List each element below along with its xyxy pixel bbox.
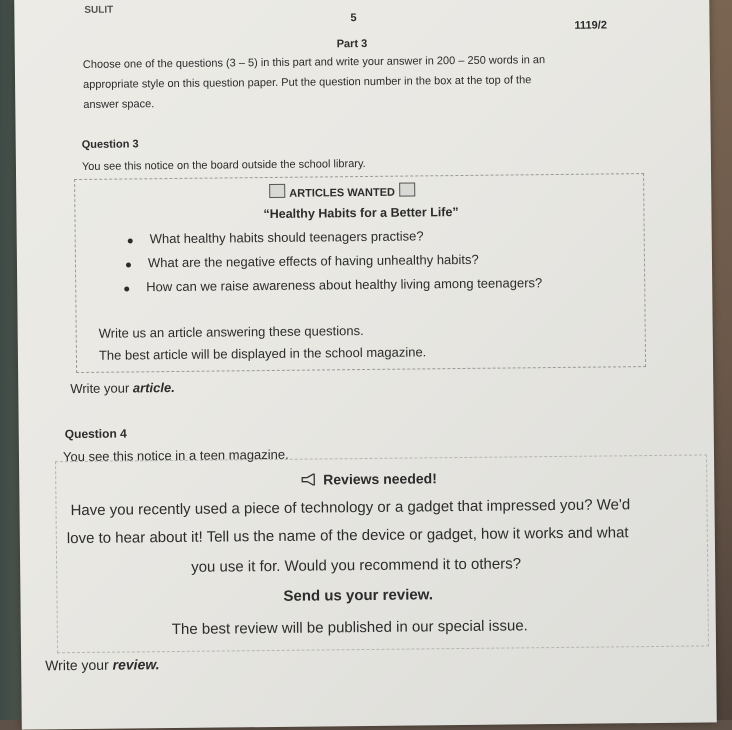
notice-line-1: Write us an article answering these questions.	[98, 323, 364, 341]
write-prefix: Write your	[45, 656, 113, 674]
instructions-line-3: answer space.	[83, 98, 155, 111]
review-line-1: Have you recently used a piece of technology or a gadget that impressed you? We'd	[70, 496, 631, 520]
exam-paper	[14, 0, 717, 730]
review-line-4: Send us your review.	[283, 586, 434, 605]
part-heading: Part 3	[336, 37, 368, 51]
question-4-write-instruction	[45, 656, 160, 673]
review-line-3: you use it for. Would you recommend it to others?	[191, 555, 522, 576]
question-4-notice	[55, 454, 709, 653]
bullet-2	[126, 262, 131, 267]
write-prefix: Write your	[70, 380, 133, 397]
instructions-line-2: appropriate style on this question paper. Put the question number in the box at the top of the	[83, 74, 532, 91]
paper-code: 1119/2	[574, 19, 607, 32]
write-word: review.	[112, 656, 160, 673]
question-3-intro: You see this notice on the board outside the school library.	[81, 157, 366, 173]
notepad-icon	[399, 182, 415, 196]
notice-title-row	[265, 182, 419, 200]
bullet-1	[128, 238, 133, 243]
notepad-icon	[269, 184, 285, 198]
question-4-intro: You see this notice in a teen magazine.	[62, 446, 289, 465]
review-line-2: love to hear about it! Tell us the name of the device or gadget, how it works and what	[66, 524, 629, 548]
notice-title: ARTICLES WANTED	[289, 186, 396, 200]
page-number: 5	[350, 12, 357, 25]
bullet-text-2: What are the negative effects of having unhealthy habits?	[147, 251, 479, 271]
question-3-heading: Question 3	[81, 138, 139, 151]
review-title-row	[301, 470, 437, 488]
megaphone-icon	[301, 473, 317, 489]
question-3-notice	[74, 173, 646, 373]
notice-subtitle: “Healthy Habits for a Better Life”	[263, 205, 459, 222]
bullet-text-3: How can we raise awareness about healthy living among teenagers?	[146, 275, 543, 295]
write-word: article.	[132, 379, 175, 396]
question-3-write-instruction	[70, 380, 175, 396]
question-4-heading: Question 4	[64, 426, 127, 442]
sulit-label: SULIT	[84, 4, 114, 16]
review-line-5: The best review will be published in our special issue.	[171, 617, 528, 639]
notice-line-2: The best article will be displayed in the school magazine.	[98, 344, 427, 363]
bullet-3	[124, 286, 129, 291]
review-title: Reviews needed!	[323, 470, 437, 488]
instructions-line-1: Choose one of the questions (3 – 5) in this part and write your answer in 200 – 250 words in an	[82, 54, 546, 71]
bullet-text-1: What healthy habits should teenagers practise?	[149, 228, 424, 247]
